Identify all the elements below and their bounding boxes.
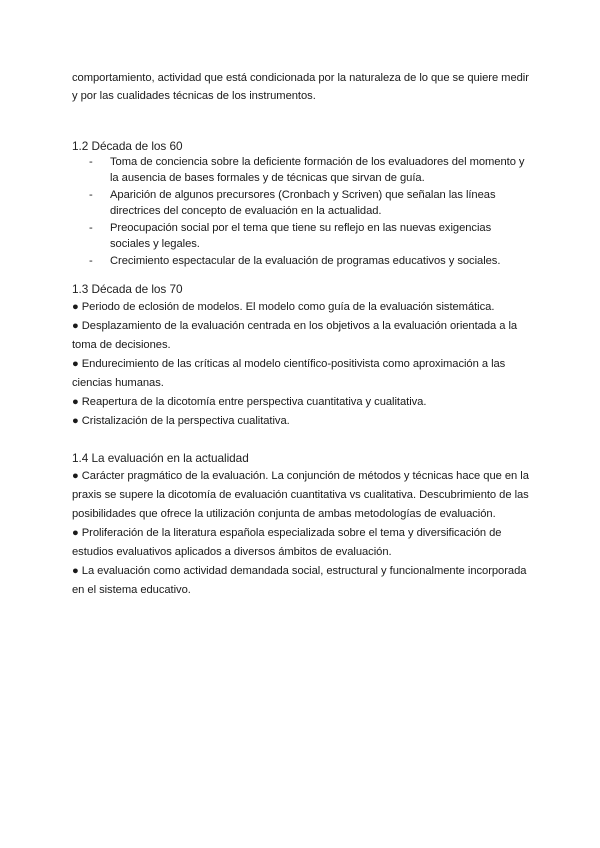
dash-marker: -	[89, 222, 93, 234]
section-1-4-list	[72, 467, 532, 600]
bullet-item: ● Proliferación de la literatura española especializada sobre el tema y diversificación de estudios evaluativos aplicados a diversos ámbitos de evaluación.	[72, 526, 502, 558]
bullet-item: ● La evaluación como actividad demandada social, estructural y funcionalmente incorporada en el sistema educativo.	[72, 564, 527, 596]
list-item	[89, 254, 532, 270]
section-1-2-heading: 1.2 Década de los 60	[72, 139, 183, 153]
section-1-3-list	[72, 298, 532, 431]
list-item	[89, 155, 532, 186]
bullet-item: ● Carácter pragmático de la evaluación. La conjunción de métodos y técnicas hace que en la praxis se supere la dicotomía de evaluación cuantitativa vs cualitativa. Descubrimiento de las posibilidades que ofrece la utilización conjunta de ambas metodologías de evaluación.	[72, 469, 529, 520]
bullet-item: ● Reapertura de la dicotomía entre perspectiva cuantitativa y cualitativa.	[72, 395, 427, 408]
dash-marker: -	[89, 189, 93, 201]
bullet-item: ● Endurecimiento de las críticas al modelo científico-positivista como aproximación a las ciencias humanas.	[72, 357, 506, 389]
bullet-item: ● Cristalización de la perspectiva cualitativa.	[72, 414, 290, 427]
section-1-2-list	[72, 155, 532, 270]
dash-marker: -	[89, 156, 93, 168]
list-item-text: Toma de conciencia sobre la deficiente formación de los evaluadores del momento y la ausencia de bases formales y de técnicas que sirvan de guía.	[110, 156, 525, 184]
document-page	[72, 69, 532, 600]
list-item-text: Crecimiento espectacular de la evaluación de programas educativos y sociales.	[110, 255, 501, 267]
bullet-item: ● Periodo de eclosión de modelos. El modelo como guía de la evaluación sistemática.	[72, 300, 495, 313]
list-item-text: Aparición de algunos precursores (Cronbach y Scriven) que señalan las líneas directrices del concepto de evaluación en la actualidad.	[110, 189, 496, 217]
section-1-4-heading: 1.4 La evaluación en la actualidad	[72, 450, 249, 465]
dash-marker: -	[89, 255, 93, 267]
intro-paragraph: comportamiento, actividad que está condicionada por la naturaleza de lo que se quiere medir y por las cualidades técnicas de los instrumentos.	[72, 72, 529, 102]
list-item-text: Preocupación social por el tema que tiene su reflejo en las nuevas exigencias sociales y legales.	[110, 222, 492, 250]
list-item	[89, 188, 532, 219]
list-item	[89, 221, 532, 252]
section-1-3-heading: 1.3 Década de los 70	[72, 281, 183, 296]
bullet-item: ● Desplazamiento de la evaluación centrada en los objetivos a la evaluación orientada a la toma de decisiones.	[72, 319, 518, 351]
